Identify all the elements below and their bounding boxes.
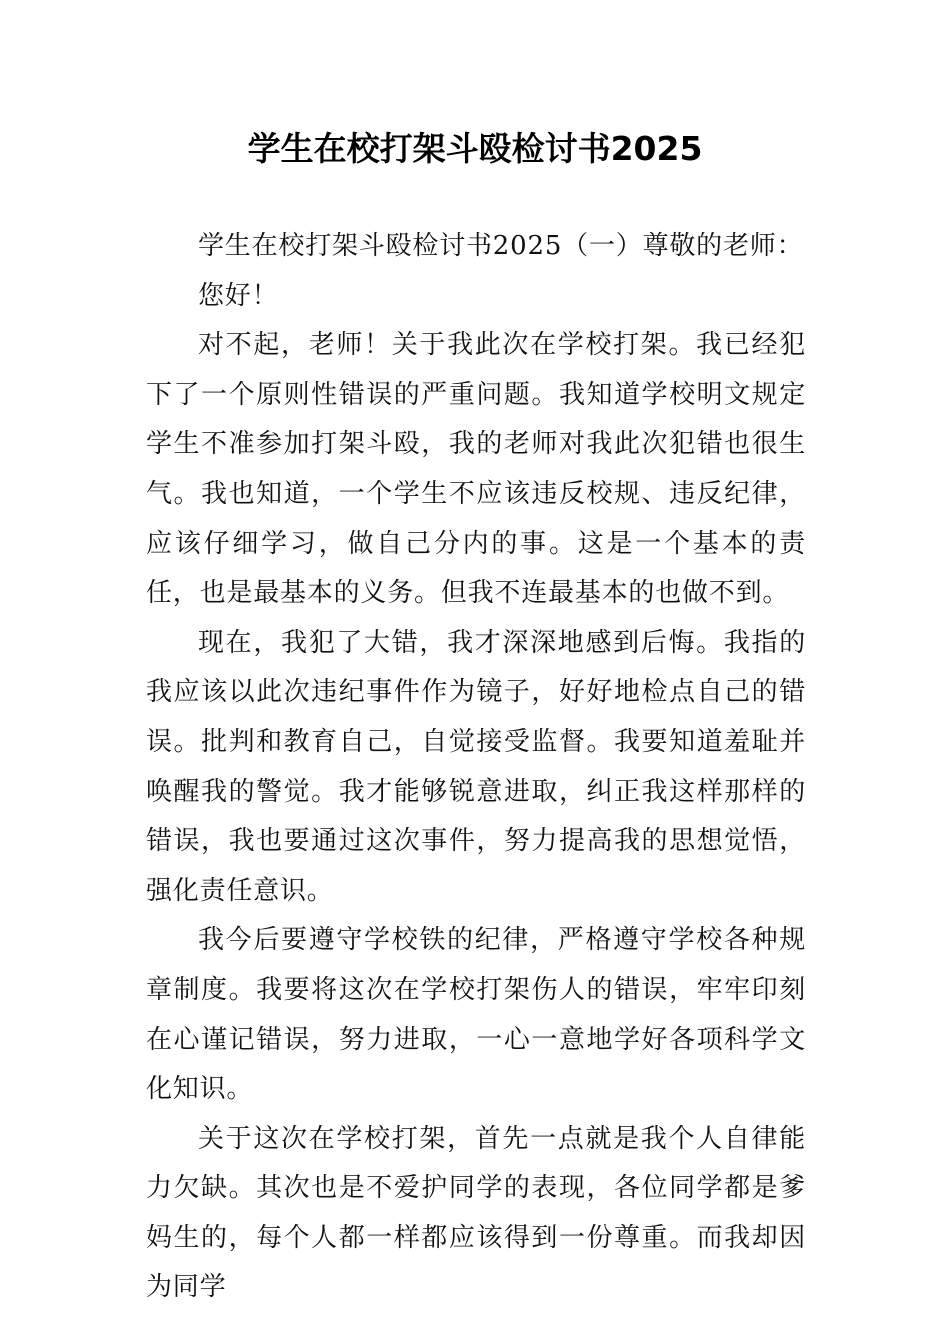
document-body: [146, 222, 806, 1313]
paragraph-regret: 现在，我犯了大错，我才深深地感到后悔。我指的我应该以此次违纪事件作为镜子，好好地检点自己的错误。批判和教育自己，自觉接受监督。我要知道羞耻并唤醒我的警觉。我才能够锐意进取，纠正我这样那样的错误，我也要通过这次事件，努力提高我的思想觉悟，强化责任意识。: [146, 627, 806, 906]
paragraph-reflection: 关于这次在学校打架，首先一点就是我个人自律能力欠缺。其次也是不爱护同学的表现，各位同学都是爹妈生的，每个人都一样都应该得到一份尊重。而我却因为同学: [146, 1123, 806, 1303]
paragraph-commitment: 我今后要遵守学校铁的纪律，严格遵守学校各种规章制度。我要将这次在学校打架伤人的错误，牢牢印刻在心谨记错误，努力进取，一心一意地学好各项科学文化知识。: [146, 925, 806, 1105]
paragraph-apology: 对不起，老师！关于我此次在学校打架。我已经犯下了一个原则性错误的严重问题。我知道学校明文规定学生不准参加打架斗殴，我的老师对我此次犯错也很生气。我也知道，一个学生不应该违反校规、违反纪律，应该仔细学习，做自己分内的事。这是一个基本的责任，也是最基本的义务。但我不连最基本的也做不到。: [146, 330, 806, 609]
paragraph-salutation: 学生在校打架斗殴检讨书2025（一）尊敬的老师：: [198, 231, 804, 261]
document-title: 学生在校打架斗殴检讨书2025: [247, 129, 703, 168]
paragraph-greeting: 您好！: [198, 280, 279, 311]
